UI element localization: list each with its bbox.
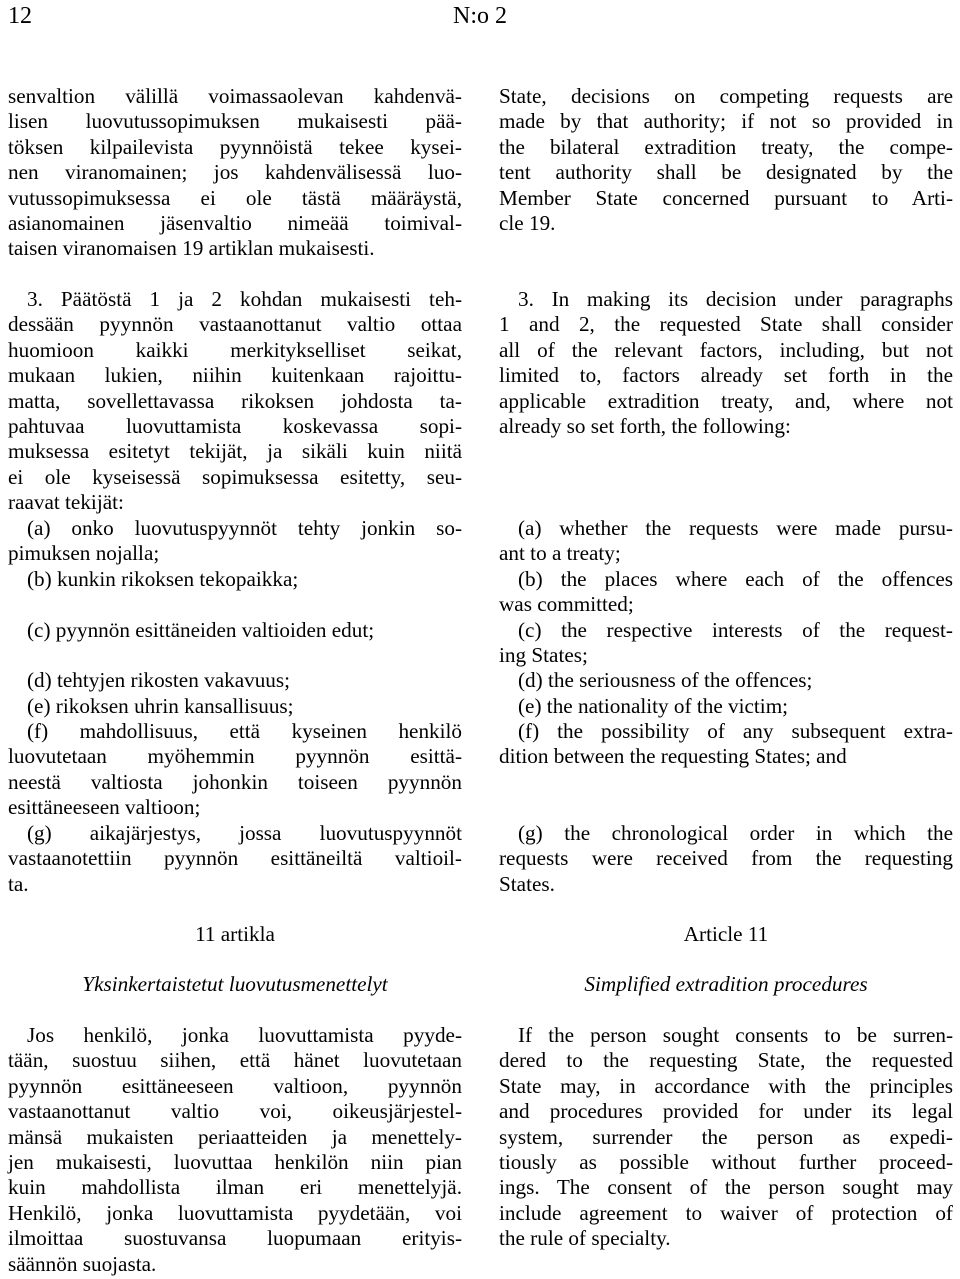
text-line: dessään pyynnön vastaanottanut valtio ottaa <box>8 312 462 337</box>
text-line: (a) whether the requests were made pursu- <box>518 516 953 540</box>
text-line: system, surrender the person as expedi- <box>499 1124 953 1149</box>
text-line: requests were received from the requesting <box>499 846 953 871</box>
text-line: ta. <box>8 871 29 896</box>
en-article-heading: Article 11 <box>683 922 769 946</box>
text-line: ing States; <box>499 643 588 668</box>
text-line: 1 and 2, the requested State shall consider <box>499 312 953 337</box>
en-article-body <box>499 1023 953 1252</box>
text-line: kuin mahdollista ilman eri menettelyjä. <box>8 1175 462 1200</box>
text-line: limited to, factors already set forth in the <box>499 363 953 388</box>
text-line: vastaanottanut valtio voi, oikeusjärjestel- <box>8 1099 462 1124</box>
text-line: all of the relevant factors, including, but not <box>499 337 953 362</box>
text-line: ings. The consent of the person sought may <box>499 1175 953 1200</box>
en-item-b <box>499 567 953 618</box>
text-line: raavat tekijät: <box>8 490 124 515</box>
text-line: taisen viranomaisen 19 artiklan mukaisesti. <box>8 236 375 261</box>
text-line: (c) the respective interests of the request- <box>518 618 953 642</box>
text-line: (b) the places where each of the offences <box>518 567 953 591</box>
fi-intro-paragraph <box>8 84 462 262</box>
text-line: include agreement to waiver of protection of <box>499 1200 953 1225</box>
en-article-subheading: Simplified extradition procedures <box>584 972 868 996</box>
text-line: senvaltion välillä voimassaolevan kahdenvä- <box>8 84 462 108</box>
text-line: the rule of specialty. <box>499 1226 671 1251</box>
text-line: 3. Päätöstä 1 ja 2 kohdan mukaisesti teh- <box>27 287 462 311</box>
text-line: State may, in accordance with the principles <box>499 1073 953 1098</box>
text-line: tään, suostuu siihen, että hänet luovutetaan <box>8 1048 462 1073</box>
en-item-c <box>499 618 953 669</box>
text-line: If the person sought consents to be surren- <box>518 1023 953 1047</box>
text-line: jen mukaisesti, luovuttaa henkilön niin pian <box>8 1150 462 1175</box>
text-line: already so set forth, the following: <box>499 414 791 439</box>
text-line: (a) onko luovutuspyynnöt tehty jonkin so- <box>27 516 462 540</box>
text-line: vutussopimuksessa ei ole tästä määräystä, <box>8 185 462 210</box>
text-line: was committed; <box>499 592 634 617</box>
en-item-e <box>499 694 953 719</box>
text-line: mukaan lukien, niihin kuitenkaan rajoittu- <box>8 363 462 388</box>
text-line: (e) rikoksen uhrin kansallisuus; <box>27 694 294 718</box>
text-line: (f) mahdollisuus, että kyseinen henkilö <box>27 719 462 743</box>
text-line: esittäneeseen valtioon; <box>8 795 201 820</box>
text-line: huomioon kaikki merkitykselliset seikat, <box>8 337 462 362</box>
text-line: vastaanotettiin pyynnön esittäneiltä valtioil- <box>8 846 462 871</box>
en-item-g <box>499 821 953 897</box>
fi-article-subheading: Yksinkertaistetut luovutusmenettelyt <box>82 972 388 996</box>
en-item-f <box>499 719 953 770</box>
text-line: dition between the requesting States; and <box>499 744 847 769</box>
en-intro-paragraph <box>499 84 953 236</box>
page-number: 12 <box>8 3 32 29</box>
text-line: (d) the seriousness of the offences; <box>518 668 813 692</box>
text-line: (e) the nationality of the victim; <box>518 694 789 718</box>
text-line: dered to the requesting State, the requested <box>499 1048 953 1073</box>
text-line: (g) aikajärjestys, jossa luovutuspyynnöt <box>27 821 462 845</box>
text-line: pahtuvaa luovuttamista koskevassa sopi- <box>8 414 462 439</box>
text-line: tent authority shall be designated by the <box>499 160 953 185</box>
text-line: tiously as possible without further proceed- <box>499 1150 953 1175</box>
text-line: neestä valtiosta johonkin toiseen pyynnön <box>8 769 462 794</box>
fi-item-c <box>8 618 462 643</box>
text-line: States. <box>499 871 555 896</box>
text-line: mänsä mukaisten periaatteiden ja menettely- <box>8 1124 462 1149</box>
text-line: töksen kilpailevista pyynnöistä tekee kysei- <box>8 134 462 159</box>
text-line: 3. In making its decision under paragraphs <box>518 287 953 311</box>
text-line: luovutetaan myöhemmin pyynnön esittä- <box>8 744 462 769</box>
fi-item-f <box>8 719 462 821</box>
text-line: Member State concerned pursuant to Arti- <box>499 185 953 210</box>
text-line: pimuksen nojalla; <box>8 541 160 566</box>
text-line: (d) tehtyjen rikosten vakavuus; <box>27 668 291 692</box>
en-item-a <box>499 516 953 567</box>
fi-article-heading: 11 artikla <box>195 922 275 946</box>
text-line: (c) pyynnön esittäneiden valtioiden edut; <box>27 618 375 642</box>
text-line: säännön suojasta. <box>8 1251 157 1276</box>
text-line: the bilateral extradition treaty, the compe- <box>499 134 953 159</box>
fi-item-a <box>8 516 462 567</box>
fi-item-d <box>8 668 462 693</box>
text-line: matta, sovellettavassa rikoksen johdosta ta- <box>8 388 462 413</box>
text-line: pyynnön esittäneeseen valtioon, pyynnön <box>8 1073 462 1098</box>
text-line: Jos henkilö, jonka luovuttamista pyyde- <box>27 1023 462 1047</box>
text-line: (g) the chronological order in which the <box>518 821 953 845</box>
text-line: ei ole kyseisessä sopimuksessa esitetty, seu- <box>8 464 462 489</box>
fi-paragraph-3 <box>8 287 462 516</box>
text-line: State, decisions on competing requests are <box>499 84 953 108</box>
text-line: ant to a treaty; <box>499 541 621 566</box>
text-line: muksessa esitetyt tekijät, ja sikäli kuin niitä <box>8 439 462 464</box>
issue-number: N:o 2 <box>453 3 507 29</box>
fi-item-e <box>8 694 462 719</box>
text-line: applicable extradition treaty, and, where not <box>499 388 953 413</box>
text-line: Henkilö, jonka luovuttamista pyydetään, voi <box>8 1200 462 1225</box>
text-line: asianomainen jäsenvaltio nimeää toimival- <box>8 211 462 236</box>
fi-item-g <box>8 821 462 897</box>
text-line: ilmoittaa suostuvansa luopumaan erityis- <box>8 1226 462 1251</box>
text-line: (b) kunkin rikoksen tekopaikka; <box>27 567 299 591</box>
text-line: cle 19. <box>499 211 556 236</box>
text-line: and procedures provided for under its legal <box>499 1099 953 1124</box>
text-line: nen viranomainen; jos kahdenvälisessä luo- <box>8 160 462 185</box>
fi-article-body <box>8 1023 462 1277</box>
en-paragraph-3 <box>499 287 953 439</box>
en-item-d <box>499 668 953 693</box>
fi-item-b <box>8 567 462 592</box>
text-line: (f) the possibility of any subsequent extra- <box>518 719 953 743</box>
text-line: lisen luovutussopimuksen mukaisesti pää- <box>8 109 462 134</box>
text-line: made by that authority; if not so provided in <box>499 109 953 134</box>
